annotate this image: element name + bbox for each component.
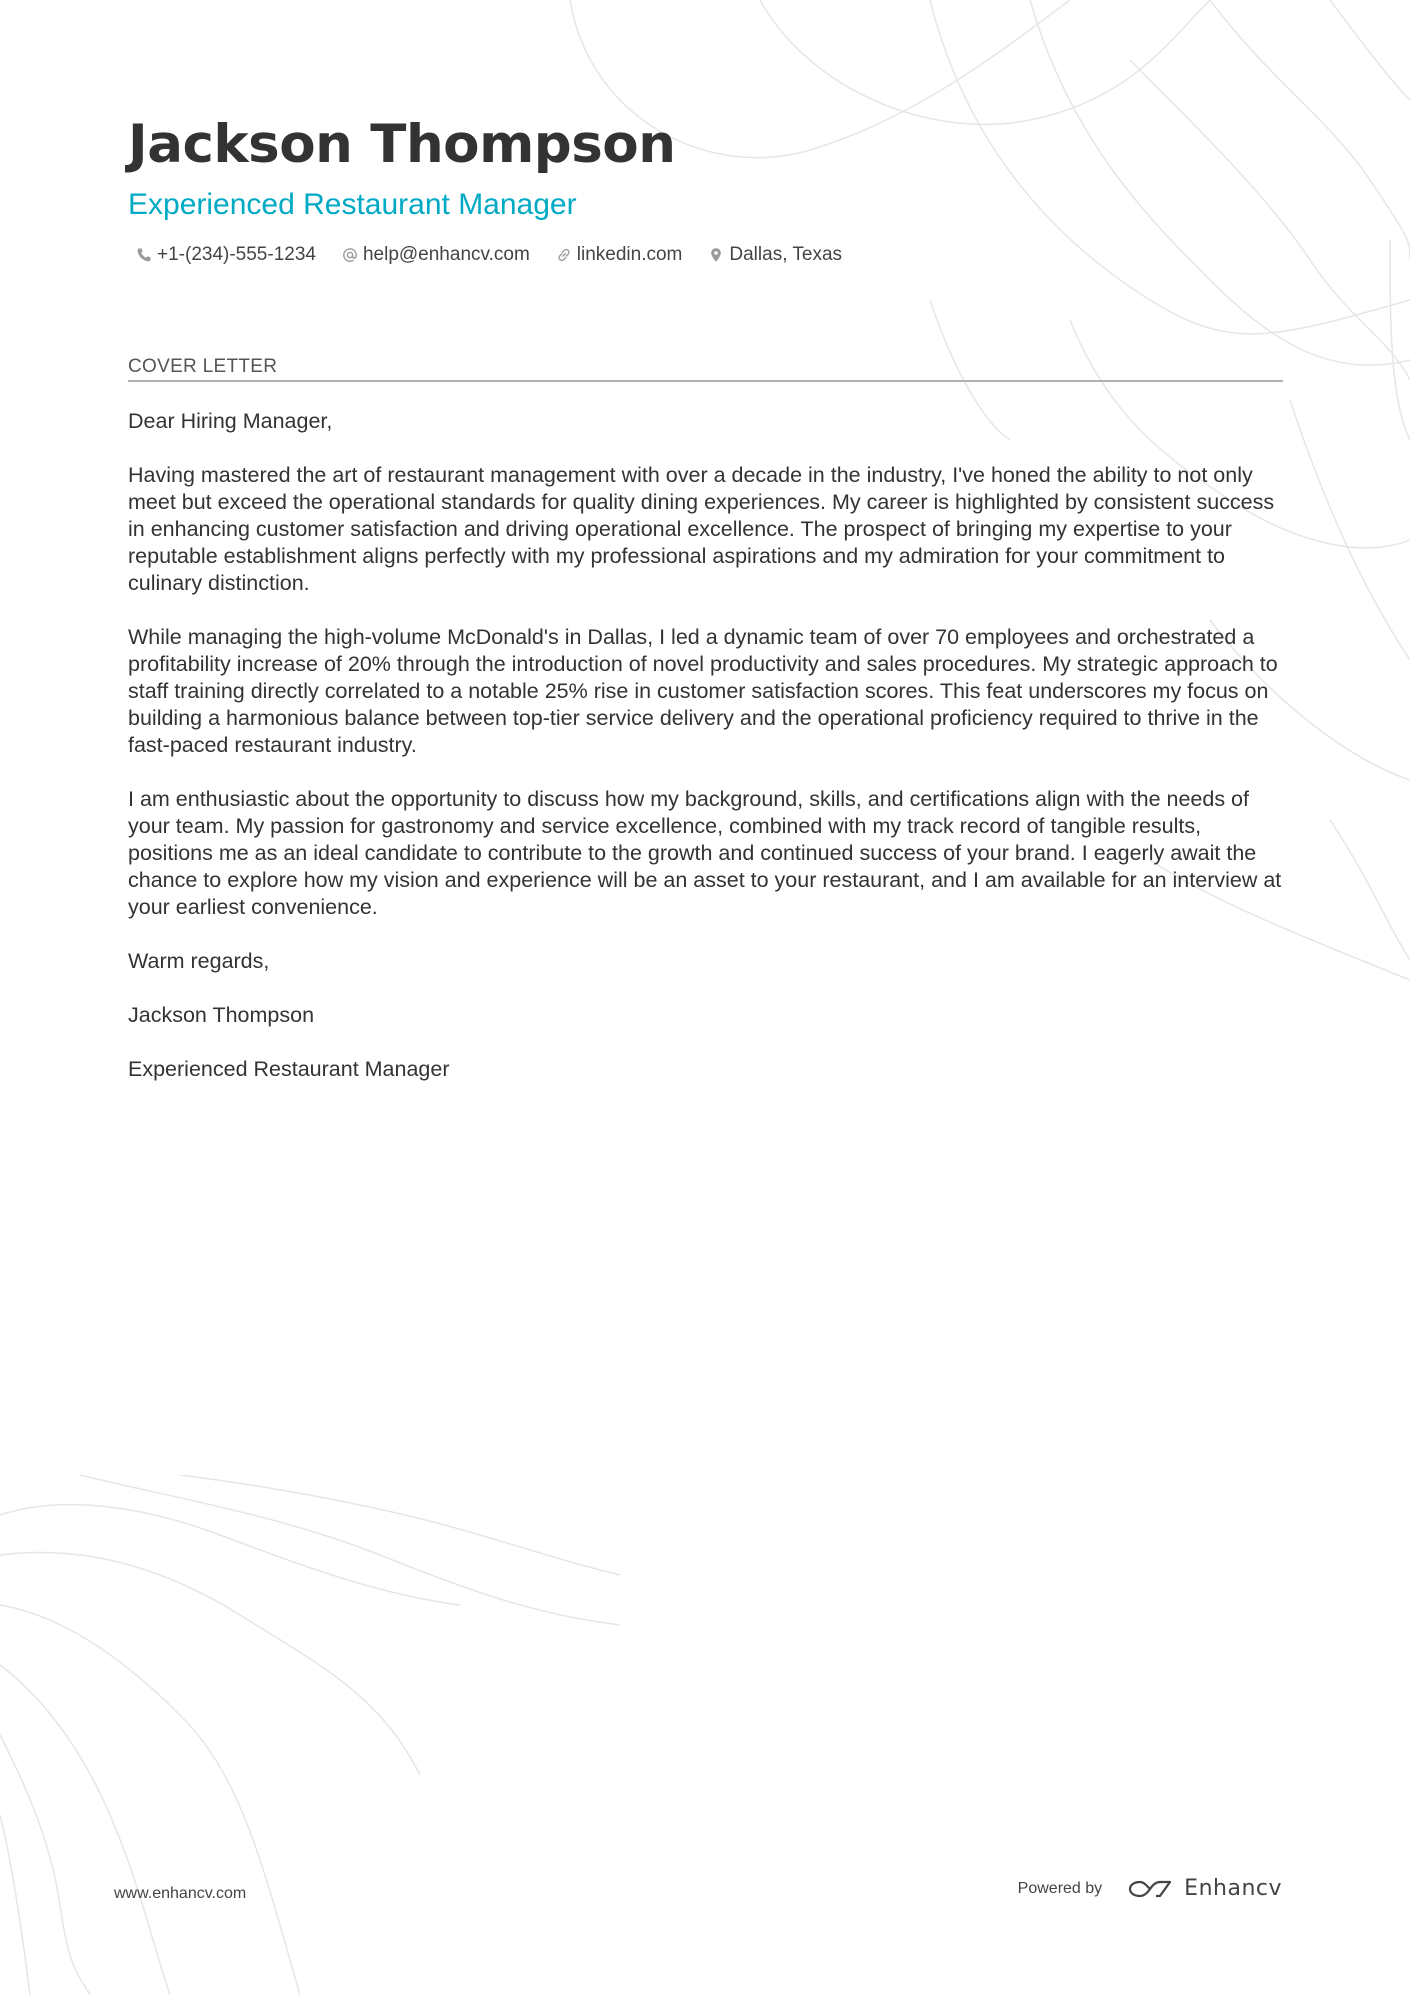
link-icon (556, 247, 572, 263)
contact-phone-text: +1-(234)-555-1234 (157, 244, 316, 265)
footer-website-link[interactable]: www.enhancv.com (114, 1885, 247, 1902)
candidate-title: Experienced Restaurant Manager (128, 188, 577, 221)
section-heading-cover-letter: COVER LETTER (128, 356, 1283, 382)
footer-branding (1018, 1876, 1282, 1901)
background-contour-bottom (0, 1475, 620, 1995)
candidate-name: Jackson Thompson (128, 114, 676, 175)
letter-signature-title: Experienced Restaurant Manager (128, 1057, 450, 1081)
location-pin-icon (708, 247, 724, 263)
powered-by-text: Powered by (1017, 1879, 1103, 1897)
contact-link-text: linkedin.com (576, 244, 683, 265)
contact-bar (128, 244, 1283, 266)
letter-paragraph-3: I am enthusiastic about the opportunity to discuss how my background, skills, and certifications align with the needs of your team. My passion for gastronomy and service excellence, combined with my track record of tangible results, positions me as an ideal candidate to contribute to the growth and continued success of your brand. I eagerly await the chance to explore how my vision and experience will be an asset to your restaurant, and I am available for an interview at your earliest convenience. (128, 787, 1282, 919)
cover-letter-page (128, 110, 1283, 1110)
contact-link[interactable] (556, 244, 683, 266)
letter-paragraph-1: Having mastered the art of restaurant management with over a decade in the industry, I've honed the ability to not only meet but exceed the operational standards for quality dining experiences. My career is highlighted by consistent success in enhancing customer satisfaction and driving operational excellence. The prospect of bringing my expertise to your reputable establishment aligns perfectly with my professional aspirations and my admiration for your commitment to culinary distinction. (128, 463, 1275, 595)
phone-icon (136, 247, 152, 263)
letter-closing: Warm regards, (128, 949, 270, 973)
letter-paragraph-2: While managing the high-volume McDonald's in Dallas, I led a dynamic team of over 70 employees and orchestrated a profitability increase of 20% through the introduction of novel productivity and sales procedures. My strategic approach to staff training directly correlated to a notable 25% rise in customer satisfaction scores. This feat underscores my focus on building a harmonious balance between top-tier service delivery and the operational proficiency required to thrive in the fast-paced restaurant industry. (128, 625, 1278, 757)
at-icon (342, 247, 358, 263)
enhancv-logo-icon (1128, 1877, 1172, 1901)
contact-phone[interactable] (136, 244, 316, 266)
letter-body (128, 408, 1283, 1083)
letter-signature-name: Jackson Thompson (128, 1003, 315, 1027)
contact-location (708, 244, 842, 266)
contact-email[interactable] (342, 244, 530, 266)
contact-email-text: help@enhancv.com (362, 244, 530, 265)
enhancv-brand-name: Enhancv (1184, 1876, 1282, 1901)
letter-greeting: Dear Hiring Manager, (128, 409, 333, 433)
contact-location-text: Dallas, Texas (729, 244, 843, 265)
